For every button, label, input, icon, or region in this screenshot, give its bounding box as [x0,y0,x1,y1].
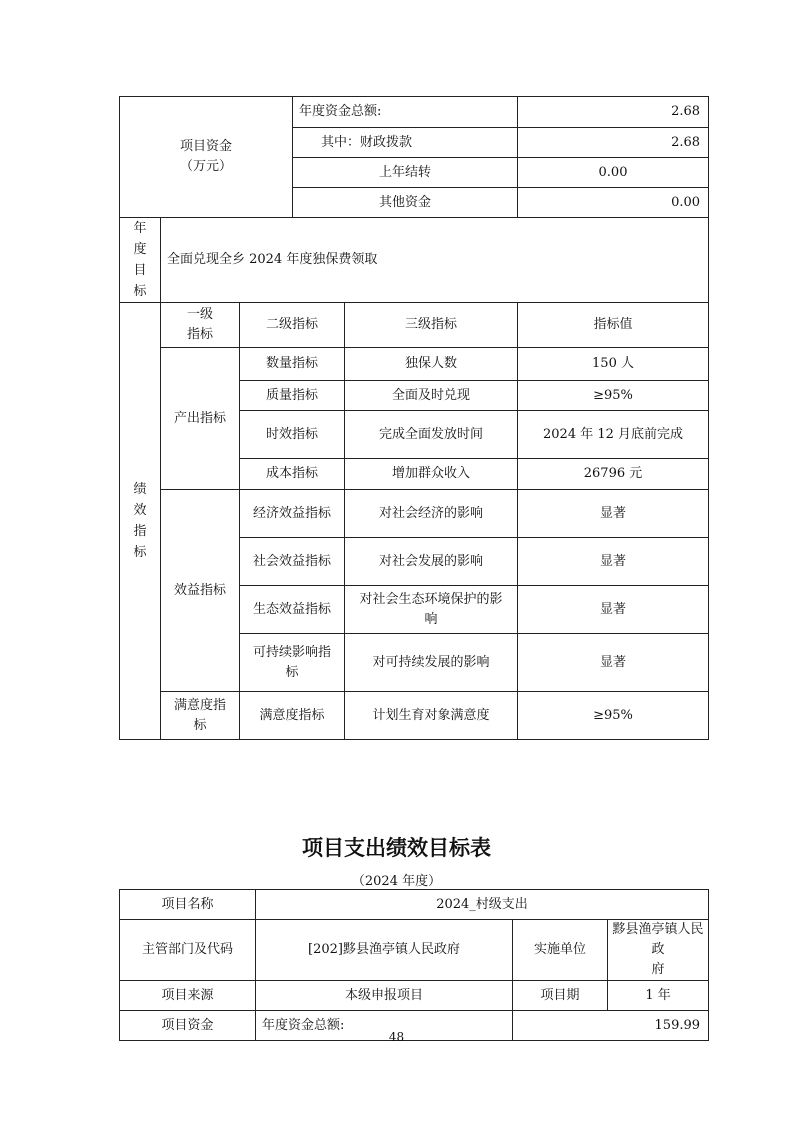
performance-table-2 [119,889,709,1041]
output-l3: 增加群众收入 [345,459,518,490]
project-name-value: 2024_村级支出 [256,890,709,920]
fiscal-value: 2.68 [518,128,709,158]
table-year: （2024 年度） [351,874,442,889]
source-label: 项目来源 [120,981,256,1011]
other-funds-label: 其他资金 [293,188,518,218]
header-level1 [161,303,240,348]
header-value: 指标值 [518,303,709,348]
table-title: 项目支出绩效目标表 [302,836,491,860]
benefit-l3-line: 响 [424,611,438,627]
benefit-l3: 对社会发展的影响 [345,538,518,586]
satisfaction-l3: 计划生育对象满意度 [345,692,518,740]
output-value: 150 人 [518,348,709,381]
implementer-label: 实施单位 [513,920,608,981]
period-value: 1 年 [608,981,709,1011]
funds-label-cell [120,97,293,218]
benefit-value: 显著 [518,634,709,692]
project-name-label: 项目名称 [120,890,256,920]
goal-label-char: 目 [133,263,147,278]
benefit-l2: 生态效益指标 [240,586,345,634]
benefit-value: 显著 [518,490,709,538]
output-value: ≥95% [518,381,709,411]
carryover-label: 上年结转 [293,158,518,188]
funds-unit: （万元） [179,159,232,174]
benefit-l3 [345,586,518,634]
goal-label-char: 度 [133,242,147,257]
annual-total-label: 年度资金总额: [293,97,518,128]
output-l3: 全面及时兑现 [345,381,518,411]
header-level3: 三级指标 [345,303,518,348]
output-l2: 成本指标 [240,459,345,490]
benefit-l2: 社会效益指标 [240,538,345,586]
implementer-value-line: 府 [651,962,665,977]
annual-total-value: 159.99 [513,1011,709,1041]
annual-total-value: 2.68 [518,97,709,128]
period-label: 项目期 [513,981,608,1011]
output-indicator-label: 产出指标 [161,348,240,490]
fiscal-label: 其中：财政拨款 [293,128,518,158]
benefit-l2 [240,634,345,692]
performance-label-char: 标 [133,545,147,560]
goal-label-cell [120,218,161,303]
annual-goal-text: 全面兑现全乡 2024 年度独保费领取 [161,218,709,303]
header-level1-line: 指标 [186,327,213,342]
satisfaction-label-line: 标 [193,717,207,733]
benefit-l3: 对社会经济的影响 [345,490,518,538]
benefit-indicator-label: 效益指标 [161,490,240,692]
page-number: 48 [388,1030,405,1044]
output-l3: 完成全面发放时间 [345,411,518,459]
performance-table-1 [119,96,709,740]
benefit-value: 显著 [518,586,709,634]
performance-label-char: 绩 [133,482,147,497]
satisfaction-value: ≥95% [518,692,709,740]
benefit-l2-line: 可持续影响指 [252,644,331,660]
goal-label-char: 年 [133,221,147,236]
funds-label: 项目资金 [120,1011,256,1041]
benefit-value: 显著 [518,538,709,586]
satisfaction-l2: 满意度指标 [240,692,345,740]
implementer-value-line: 黟县渔亭镇人民政 [612,922,704,957]
header-level1-line: 一级 [186,307,213,322]
carryover-value: 0.00 [518,158,709,188]
satisfaction-label-line: 满意度指 [173,697,226,713]
benefit-l2-line: 标 [285,664,299,680]
output-value: 2024 年 12 月底前完成 [518,411,709,459]
benefit-l3: 对可持续发展的影响 [345,634,518,692]
funds-label: 项目资金 [179,139,232,154]
output-l2: 数量指标 [240,348,345,381]
annual-total-label: 年度资金总额: [256,1011,513,1041]
satisfaction-indicator-label [161,692,240,740]
department-label: 主管部门及代码 [120,920,256,981]
output-l2: 质量指标 [240,381,345,411]
source-value: 本级申报项目 [256,981,513,1011]
performance-label-char: 指 [133,524,147,539]
performance-label-char: 效 [133,503,147,518]
header-level2: 二级指标 [240,303,345,348]
output-value: 26796 元 [518,459,709,490]
output-l2: 时效指标 [240,411,345,459]
other-funds-value: 0.00 [518,188,709,218]
implementer-value [608,920,709,981]
output-l3: 独保人数 [345,348,518,381]
goal-label-char: 标 [133,284,147,299]
performance-label-cell [120,303,161,740]
benefit-l3-line: 对社会生态环境保护的影 [359,591,503,607]
department-value: [202]黟县渔亭镇人民政府 [256,920,513,981]
benefit-l2: 经济效益指标 [240,490,345,538]
